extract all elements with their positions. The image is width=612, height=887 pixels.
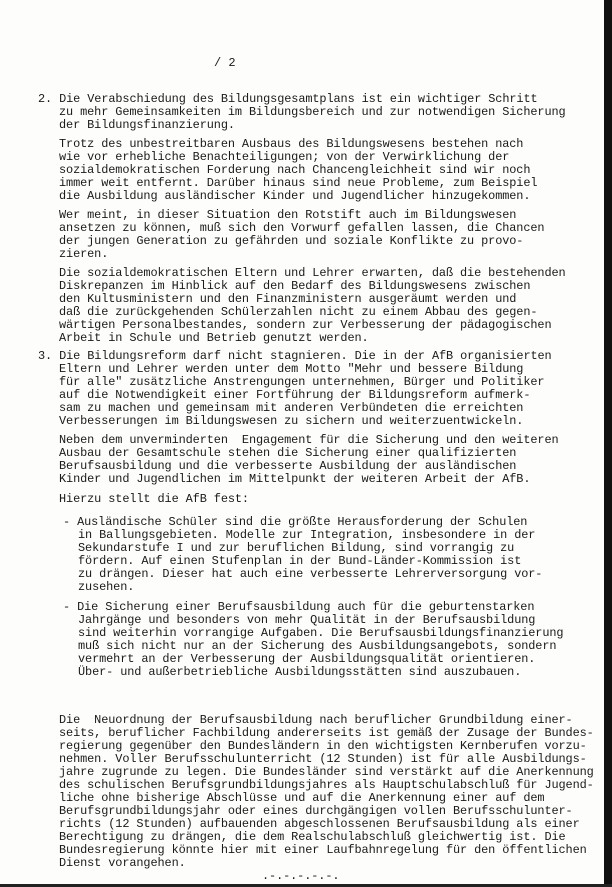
text-line: daß die zurückgehenden Schülerzahlen nicht zu einem Abbau des gegen-: [59, 305, 538, 319]
text-line: vermehrt an der Verbesserung der Ausbildungsqualität orientieren.: [78, 652, 536, 666]
text-line: des schulischen Berufsgrundbildungsjahres als Hauptschulabschluß für Jugend-: [59, 778, 594, 792]
text-line: die Ausbildung ausländischer Kinder und Jugendlicher hinzugekommen.: [59, 189, 531, 203]
text-line: für alle" zusätzliche Anstrengungen unternehmen, Bürger und Politiker: [59, 375, 545, 389]
text-line: Berufsausbildung und die verbesserte Ausbildung der ausländischen: [59, 459, 517, 473]
text-line: liche ohne bisherige Abschlüsse und auf die Anerkennung einer auf dem: [59, 791, 545, 805]
text-line: immer weit entfernt. Darüber hinaus sind neue Probleme, zum Beispiel: [59, 176, 538, 190]
closing-mark: .-.-.-.-.-.: [262, 869, 340, 883]
text-line: Berechtigung zu drängen, die dem Realschulabschluß gleichwertig ist. Die: [59, 830, 566, 844]
page-number: / 2: [214, 56, 236, 70]
text-line: Verbesserungen im Bildungswesen zu sichern und weiterzuentwickeln.: [59, 414, 524, 428]
text-line: Arbeit in Schule und Betrieb genutzt werden.: [59, 331, 369, 345]
text-line: in Ballungsgebieten. Modelle zur Integration, insbesondere in der: [78, 528, 536, 542]
text-line: ansetzen zu können, muß sich den Vorwurf gefallen lassen, die Chancen: [59, 221, 545, 235]
text-line: Jahrgänge und besonders von mehr Qualität in der Berufsausbildung: [78, 613, 536, 627]
text-line: Dienst vorangehen.: [59, 856, 186, 870]
text-line: Eltern und Lehrer werden unter dem Motto "Mehr und bessere Bildung: [59, 362, 524, 376]
text-line: - Ausländische Schüler sind die größte Herausforderung der Schulen: [63, 515, 528, 529]
text-line: wärtigen Personalbestandes, sondern zur Verbesserung der pädagogischen: [59, 318, 552, 332]
text-line: Über- und außerbetriebliche Ausbildungsstätten sind auszubauen.: [78, 665, 522, 679]
text-line: Trotz des unbestreitbaren Ausbaus des Bildungswesens bestehen nach: [59, 137, 524, 151]
text-line: zu mehr Gemeinsamkeiten im Bildungsbereich und zur notwendigen Sicherung: [59, 105, 566, 119]
text-line: jahre zugrunde zu legen. Die Bundesländer sind verstärkt auf die Anerkennung: [59, 765, 594, 779]
text-line: Hierzu stellt die AfB fest:: [59, 492, 249, 506]
text-line: nehmen. Voller Berufsschulunterricht (12 Stunden) ist für alle Ausbildungs-: [59, 752, 587, 766]
text-line: Diskrepanzen im Hinblick auf den Bedarf des Bildungswesens zwischen: [59, 279, 531, 293]
text-line: wie vor erhebliche Benachteiligungen; von der Verwirklichung der: [59, 150, 510, 164]
text-line: sind weiterhin vorrangige Aufgaben. Die Berufsausbildungsfinanzierung: [78, 626, 564, 640]
text-line: muß sich nicht nur an der Sicherung des Ausbildungsangebots, sondern: [78, 639, 557, 653]
text-line: sozialdemokratischen Forderung nach Chancengleichheit sind wir noch: [59, 163, 531, 177]
text-line: seits, beruflicher Fachbildung andererseits ist gemäß der Zusage der Bundes-: [59, 726, 594, 740]
text-line: zusehen.: [78, 580, 135, 594]
text-line: zieren.: [59, 247, 109, 261]
text-line: - Die Sicherung einer Berufsausbildung auch für die geburtenstarken: [63, 600, 535, 614]
text-line: Die Neuordnung der Berufsausbildung nach beruflicher Grundbildung einer-: [59, 713, 573, 727]
scan-edge-right: [604, 0, 612, 887]
text-line: den Kultusministern und den Finanzministern ausgeräumt werden und: [59, 292, 517, 306]
text-line: Neben dem unverminderten Engagement für die Sicherung und den weiteren: [59, 433, 559, 447]
text-line: regierung gegenüber den Bundesländern in den wichtigsten Kernberufen vorzu-: [59, 739, 587, 753]
text-line: zu drängen. Dieser hat auch eine verbesserte Lehrerversorgung vor-: [78, 567, 543, 581]
text-line: Berufsgrundbildungsjahr oder eines durchgängigen vollen Berufsschulunter-: [59, 804, 573, 818]
text-line: fördern. Auf einen Stufenplan in der Bund-Länder-Kommission ist: [78, 554, 522, 568]
text-line: der jungen Generation zu gefährden und soziale Konflikte zu provo-: [59, 234, 524, 248]
text-line: Wer meint, in dieser Situation den Rotstift auch im Bildungswesen: [59, 208, 517, 222]
text-line: 3. Die Bildungsreform darf nicht stagnieren. Die in der AfB organisierten: [38, 349, 552, 363]
text-line: Sekundarstufe I und zur beruflichen Bildung, sind vorrangig zu: [78, 541, 515, 555]
text-line: Ausbau der Gesamtschule stehen die Sicherung einer qualifizierten: [59, 446, 517, 460]
text-line: sam zu machen und gemeinsam mit anderen Verbündeten die erreichten: [59, 401, 524, 415]
text-line: 2. Die Verabschiedung des Bildungsgesamtplans ist ein wichtiger Schritt: [38, 92, 538, 106]
text-line: Kinder und Jugendlichen im Mittelpunkt der weiteren Arbeit der AfB.: [59, 472, 531, 486]
text-line: Die sozialdemokratischen Eltern und Lehrer erwarten, daß die bestehenden: [59, 266, 566, 280]
text-line: Bundesregierung könnte hier mit einer Laufbahnregelung für den öffentlichen: [59, 843, 587, 857]
text-line: richts (12 Stunden) aufbauenden abgeschlossenen Berufsausbildung als einer: [59, 817, 580, 831]
text-line: auf die Notwendigkeit einer Fortführung der Bildungsreform aufmerk-: [59, 388, 531, 402]
text-line: der Bildungsfinanzierung.: [59, 118, 235, 132]
